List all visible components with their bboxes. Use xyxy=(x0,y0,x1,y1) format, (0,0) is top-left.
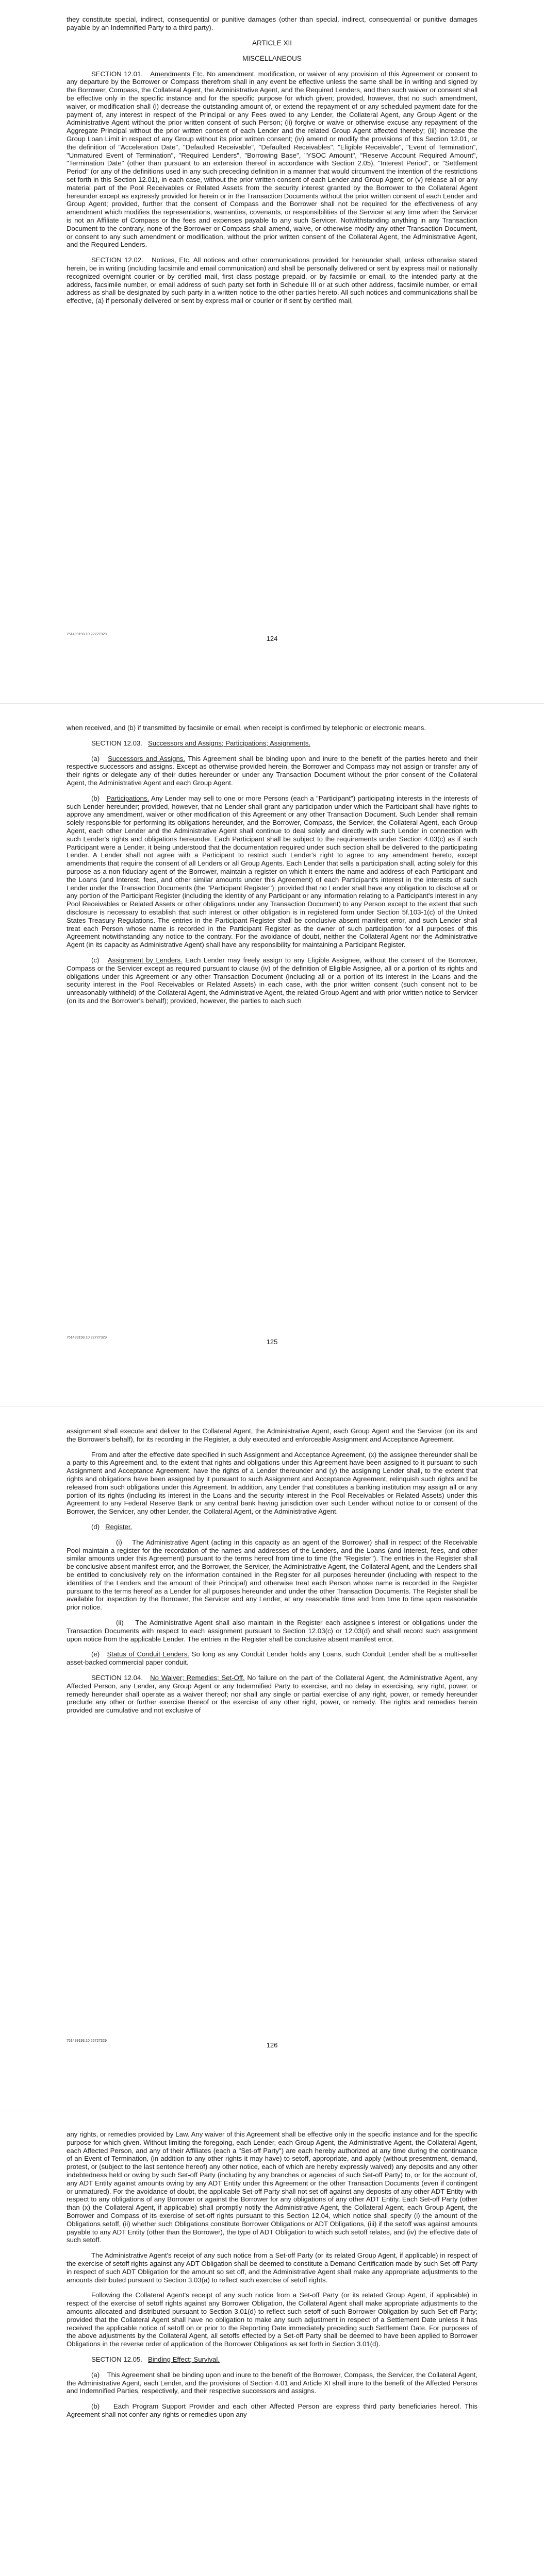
paragraph-text: The Administrative Agent (acting in this capacity as an agent of the Borrower) shall in respect of the Receivable Pool maintain a register for the recordation of the names and addresses of the Lenders, and the Loans (and Interest, fees, and other similar amounts under this Agreement) pursuant to the terms hereof from time to time (the "Register"). The entries in the Register shall be conclusive absent manifest error, and the Borrower, the Servicer, the Administrative Agent, the Collateral Agent, and the Lenders shall be entitled to conclusively rely on the information contained in the Register for all purposes hereunder (including with respect to the identities of the Lenders and the amount of their Principal) and otherwise treat each Person whose name is recorded in the Register pursuant to the terms hereof as a Lender for all purposes hereunder and under the other Transaction Documents. The Register shall be available for inspection by the Borrower, the Servicer and any Lender, at any reasonable time and from time to time upon reasonable prior notice. xyxy=(67,1538,478,1612)
section-number: (e) xyxy=(91,1650,100,1658)
paragraph-text: Following the Collateral Agent's receipt of any such notice from a Set-off Party (or its related Group Agent, if applicable) in respect of the exercise of setoff rights against any Borrower Obligation, the Collateral Agent shall make appropriate adjustments to the amounts allocated and distributed pursuant to Section 3.01(d) to reflect such setoff of such Borrower Obligation by such Set-off Party; provided that the Collateral Agent shall have no obligation to make any such adjustment in respect of a Settlement Date unless it has received the applicable notice of setoff on or prior to the Reporting Date immediately preceding such Settlement Date. For purposes of the above adjustments by the Collateral Agent, all setoffs effected by a Set-off Party shall be deemed to have been applied to Borrower Obligations in the reverse order of application of the Borrower Obligations as set forth in Section 3.01(d). xyxy=(67,2291,477,2348)
page-body xyxy=(67,1427,477,1722)
section-caption: Status of Conduit Lenders. xyxy=(107,1650,190,1658)
page-125 xyxy=(0,703,544,1406)
page-divider xyxy=(0,703,544,704)
paragraph-text: The Administrative Agent shall also maintain in the Register each assignee's interest or obligations under the Transaction Documents with respect to each assignment pursuant to Section 12.03(c) or 12.03(d) and shall record such assignment upon notice from the applicable Lender. The entries in the Register shall be conclusive absent manifest error. xyxy=(67,1618,478,1643)
page-number: 125 xyxy=(266,1338,278,1346)
section-paragraph xyxy=(67,956,477,1005)
section-number: (a) xyxy=(91,754,100,762)
page-127 xyxy=(0,2110,544,2576)
section-number: (a) xyxy=(91,2370,100,2379)
section-paragraph xyxy=(67,2371,477,2395)
section-caption: Notices, Etc. xyxy=(152,256,191,264)
section-paragraph xyxy=(67,755,477,787)
body-paragraph xyxy=(67,724,477,732)
section-paragraph xyxy=(67,794,477,949)
paragraph-text: From and after the effective date specified in such Assignment and Acceptance Agreement, (x) the assignee thereunder shall be a party to this Agreement and, to the extent that rights and obligations under this Agreement have been assigned to it pursuant to such Assignment and Acceptance Agreement, have the rights of a Lender thereunder and (y) the assigning Lender shall, to the extent that rights and obligations have been assigned by it pursuant to such Assignment and Acceptance Agreement, relinquish such rights and be released from such obligations under this Agreement. In addition, any Lender that constitutes a banking institution may assign all or any portion of its rights (including its interest in the Loans and the security interest in the Pool Receivables or Related Assets) under this Agreement to any Federal Reserve Bank or any central bank having jurisdiction over such Lender without notice to or consent of the Borrower, the Servicer, any other Lender, the Collateral Agent, or the Administrative Agent. xyxy=(67,1450,477,1516)
section-caption: No Waiver; Remedies; Set-Off. xyxy=(150,1673,245,1682)
paragraph-text: assignment shall execute and deliver to the Collateral Agent, the Administrative Agent, each Group Agent and the Servicer (on its and the Borrower's behalf), for its recording in the Register, a duly executed and enforceable Assignment and Acceptance Agreement. xyxy=(67,1427,477,1443)
page-body xyxy=(67,2130,477,2426)
section-number: (c) xyxy=(91,956,100,964)
body-paragraph xyxy=(67,2291,477,2348)
article-heading: MISCELLANEOUS xyxy=(242,54,302,62)
paragraph-text: any rights, or remedies provided by Law. Any waiver of this Agreement shall be effective only in the specific instance and for the specific purpose for which given. Without limiting the foregoing, each Lender, each Group Agent, the Administrative Agent, the Collateral Agent, each Affected Person, and any of their Affiliates (each a "Set-off Party") are each hereby authorized at any time during the continuance of an Event of Termination, (in addition to any other rights it may have) to setoff, appropriate, and apply (without presentment, demand, protest, or (subject to the last sentence hereof) any other notice, each of which are hereby expressly waived) any deposits and any other indebtedness held or owing by such Set-off Party (including by any branches or agencies of such Set-off Party) to, or for the account of, any ADT Entity against amounts owing by any ADT Entity under this Agreement or the other Transaction Documents (even if contingent or unmatured). For the avoidance of doubt, the applicable Set-off Party shall not set off against any deposits of any other ADT Entity with respect to any obligations of any Borrower or against the Borrower for any obligations of any other ADT Entity. Each Set-off Party (other than (x) the Collateral Agent, if applicable) shall promptly notify the Administrative Agent, the Collateral Agent, each Group Agent, the Borrower and Compass of its exercise of set-off rights pursuant to this Section 12.04, which notice shall specify (i) the amount of the Obligations setoff, (ii) whether such Obligations constitute Borrower Obligations or ADT Obligations, (iii) if the setoff was against amounts payable to any ADT Entity (other than the Borrower), the type of ADT Obligation to which such setoff relates, and (iv) the effective date of such setoff. xyxy=(67,2130,477,2244)
page-number: 126 xyxy=(266,2041,278,2049)
article-heading: ARTICLE XII xyxy=(252,39,292,47)
section-number: SECTION 12.05. xyxy=(91,2355,142,2363)
section-caption: Assignment by Lenders. xyxy=(107,956,183,964)
page-126 xyxy=(0,1406,544,2110)
section-number: (b) xyxy=(91,2402,100,2411)
doc-id-footer: 751499193.10 22727329 xyxy=(67,1336,107,1340)
section-caption: Successors and Assigns. xyxy=(108,754,186,762)
page-body xyxy=(67,724,477,1012)
paragraph-text: This Agreement shall be binding upon and inure to the benefit of the parties hereto and their respective successors and assigns. Except as otherwise provided herein, the Borrower and Compass may not assign or transfer any of their rights or delegate any of their duties hereunder or under any Transaction Document without the prior consent of the Collateral Agent, the Administrative Agent and each Group Agent. xyxy=(67,754,477,787)
paragraph-text: All notices and other communications provided for hereunder shall, unless otherwise stated herein, be in writing (including facsimile and email communication) and shall be personally delivered or sent by express mail or nationally recognized overnight courier or by certified mail, first class postage prepaid, or by facsimile or email, to the intended party at the address, facsimile number, or email address of such party set forth in Schedule III or at such other address, facsimile number, or email address as shall be designated by such party in a written notice to the other parties hereto. All such notices and communications shall be effective, (a) if personally delivered or sent by express mail or courier or if sent by certified mail, xyxy=(67,256,477,305)
section-paragraph xyxy=(67,1674,477,1715)
paragraph-text: So long as any Conduit Lender holds any Loans, such Conduit Lender shall be a multi-seller asset-backed commercial paper conduit. xyxy=(67,1650,477,1667)
paragraph-text: The Administrative Agent's receipt of any such notice from a Set-off Party (or its related Group Agent, if applicable) in respect of the exercise of setoff rights against any ADT Obligation shall be deemed to constitute a Demand Certification made by such Set-off Party in respect of such ADT Obligation for the amount so set off, and the Administrative Agent shall make any appropriate adjustments to the amounts distributed pursuant to Section 3.03(a) to reflect such exercise of setoff rights. xyxy=(67,2251,477,2284)
section-number: (d) xyxy=(91,1522,100,1531)
section-paragraph xyxy=(67,1650,477,1667)
doc-id-footer: 751499193.10 22727329 xyxy=(67,2039,107,2043)
section-number: (ii) xyxy=(116,1618,124,1626)
page-body xyxy=(67,15,477,312)
section-paragraph xyxy=(67,739,477,748)
section-number: (b) xyxy=(91,794,100,802)
section-caption: Binding Effect; Survival. xyxy=(147,2355,220,2363)
body-paragraph xyxy=(67,1427,477,1444)
section-number: (i) xyxy=(116,1538,122,1546)
section-paragraph xyxy=(67,2402,477,2419)
section-number: SECTION 12.04. xyxy=(91,1673,143,1682)
paragraph-text: Each Program Support Provider and each other Affected Person are express third party beneficiaries hereof. This Agreement shall not confer any rights or remedies upon any xyxy=(67,2402,477,2418)
page-number: 124 xyxy=(266,635,278,642)
section-paragraph xyxy=(67,70,477,249)
paragraph-text: Each Lender may freely assign to any Eligible Assignee, without the consent of the Borrower, Compass or the Servicer except as required pursuant to clause (iv) of the definition of Eligible Assignee, all or a portion of its rights and obligations under this Agreement or any other Transaction Document (including all or a portion of its interest in the Loans and the security interest in the Pool Receivables or Related Assets) in each case, with the prior written consent (such consent not to be unreasonably withheld) of the Collateral Agent, the Administrative Agent, the related Group Agent and with prior written notice to Servicer (on its and the Borrower's behalf); provided, however, the parties to each such xyxy=(67,956,477,1005)
section-paragraph xyxy=(67,1538,477,1612)
section-paragraph xyxy=(67,256,477,305)
page-divider xyxy=(0,1406,544,1407)
body-paragraph xyxy=(67,2130,477,2244)
section-number: SECTION 12.01. xyxy=(91,70,143,78)
doc-id-footer: 751499193.10 22727329 xyxy=(67,633,107,636)
body-paragraph xyxy=(67,2251,477,2284)
section-paragraph xyxy=(67,1523,477,1531)
paragraph-text: No failure on the part of the Collateral Agent, the Administrative Agent, any Affected Person, any Lender, any Group Agent or any Indemnified Party to exercise, and no delay in exercising, any right, power, or remedy hereunder shall operate as a waiver thereof; nor shall any single or partial exercise of any right, power, or remedy hereunder preclude any other or further exercise thereof or the exercise of any other right, power, or remedy. The rights and remedies herein provided are cumulative and not exclusive of xyxy=(67,1673,477,1715)
section-number: SECTION 12.02. xyxy=(91,256,143,264)
body-paragraph xyxy=(67,15,477,32)
paragraph-text: This Agreement shall be binding upon and inure to the benefit of the Borrower, Compass, the Servicer, the Collateral Agent, the Administrative Agent, each Lender, and the provisions of Section 4.01 and Article XI shall inure to the benefit of the Affected Persons and Indemnified Parties, respectively, and their respective successors and assigns. xyxy=(67,2370,477,2395)
section-caption: Amendments Etc. xyxy=(150,70,205,78)
page-124 xyxy=(0,0,544,703)
section-caption: Successors and Assigns; Participations; Assignments. xyxy=(147,739,311,747)
section-paragraph xyxy=(67,1619,477,1643)
section-paragraph xyxy=(67,2355,477,2364)
paragraph-text: No amendment, modification, or waiver of any provision of this Agreement or consent to any departure by the Borrower or Compass therefrom shall in any event be effective unless the same shall be in writing and signed by the Borrower, Compass, the Collateral Agent, the Administrative Agent, and the Required Lenders, and then such waiver or consent shall be effective only in the specific instance and for the specific purpose for which given; provided, however, that no such amendment, waiver, or modification shall (i) decrease the outstanding amount of, or extend the repayment of or any scheduled payment date for the payment of, any interest in respect of the Principal or any Fees owed to any Lender, the Collateral Agent, any Group Agent or the Administrative Agent without the prior written consent of such Person; (ii) forgive or waive or otherwise excuse any repayment of the Aggregate Principal without the prior written consent of each Lender and the related Group Agent affected thereby; (iii) increase the Group Loan Limit in respect of any Group without its prior written consent; (iv) amend or modify the provisions of this Section 12.01, or the definition of "Acceleration Date", "Defaulted Receivable", "Defaulted Receivables", "Eligible Receivable", "Event of Termination", "Unmatured Event of Termination", "Required Lenders", "Borrowing Base", "YSOC Amount", "Reserve Account Required Amount", "Termination Date" (other than pursuant to an extension thereof in accordance with Section 2.05), "Interest Period", or "Settlement Period" (or any of the definitions used in any such preceding definition in a manner that would circumvent the intention of the restrictions set forth in this Section 12.01), in each case, without the prior written consent of each Lender and Group Agent; or (v) release all or any material part of the Pool Receivables or Related Assets from the security interest granted by the Borrower to the Collateral Agent hereunder except as expressly provided for herein or in the Transaction Documents without the prior written consent of each Lender and Group Agent; provided, further that the consent of Compass and the Borrower shall not be required for the effectiveness of any amendment which modifies the representations, warranties, covenants, or responsibilities of the Servicer at any time when the Servicer is not an Affiliate of Compass or the fees and expenses payable to any such Servicer. Notwithstanding anything in any Transaction Document to the contrary, none of the Borrower or Compass shall amend, waive, or otherwise modify any other Transaction Document, or consent to any such amendment or modification, without the prior written consent of the Collateral Agent, the Administrative Agent, and the Required Lenders. xyxy=(67,70,478,249)
body-paragraph xyxy=(67,1451,477,1516)
section-caption: Register. xyxy=(105,1522,133,1531)
section-number: SECTION 12.03. xyxy=(91,739,142,747)
paragraph-text: Any Lender may sell to one or more Persons (each a "Participant") participating interests in the interests of such Lender hereunder; provided, however, that no Lender shall grant any participation under which the Participant shall have rights to approve any amendment, waiver or other modification of this Agreement or any other Transaction Document. Such Lender shall remain solely responsible for performing its obligations hereunder, and the Borrower, Compass, the Servicer, the Collateral Agent, each Group Agent, each other Lender and the Administrative Agent shall continue to deal solely and directly with such Lender in connection with such Lender's rights and obligations hereunder. Each Participant shall be subject to the requirements under Section 4.03(c) as if such Participant were a Lender, it being understood that the documentation required under such section shall be delivered to the participating Lender. A Lender shall not agree with a Participant to restrict such Lender's right to agree to any amendment hereto, except amendments that require the consent of all Lenders or all Group Agents. Each Lender that sells a participation shall, acting solely for this purpose as a non-fiduciary agent of the Borrower, maintain a register on which it enters the name and address of each Participant and the Loans (and Interest, fees, and other similar amounts under this Agreement) of each Participant's interest in the interests of such Lender under the Transaction Documents (the "Participant Register"); provided that no Lender shall have any obligation to disclose all or any portion of the Participant Register (including the identity of any Participant or any information relating to a Participant's interest in any Pool Receivables or Related Assets or other obligations under any Transaction Document) to any Person except to the extent that such disclosure is necessary to establish that such interest or other obligation is in registered form under Section 5f.103-1(c) of the United States Treasury Regulations. The entries in the Participant Register shall be conclusive absent manifest error, and such Lender shall treat each Person whose name is recorded in the Participant Register as the owner of such participation for all purposes of this Agreement notwithstanding any notice to the contrary. For the avoidance of doubt, neither the Collateral Agent nor the Administrative Agent (in its capacity as Administrative Agent) shall have any responsibility for maintaining a Participant Register. xyxy=(67,794,477,949)
section-caption: Participations. xyxy=(106,794,150,802)
paragraph-text: they constitute special, indirect, consequential or punitive damages (other than special, indirect, consequential or punitive damages payable by an Indemnified Party to a third party). xyxy=(67,15,477,31)
paragraph-text: when received, and (b) if transmitted by facsimile or email, when receipt is confirmed by telephonic or electronic means. xyxy=(67,724,426,732)
